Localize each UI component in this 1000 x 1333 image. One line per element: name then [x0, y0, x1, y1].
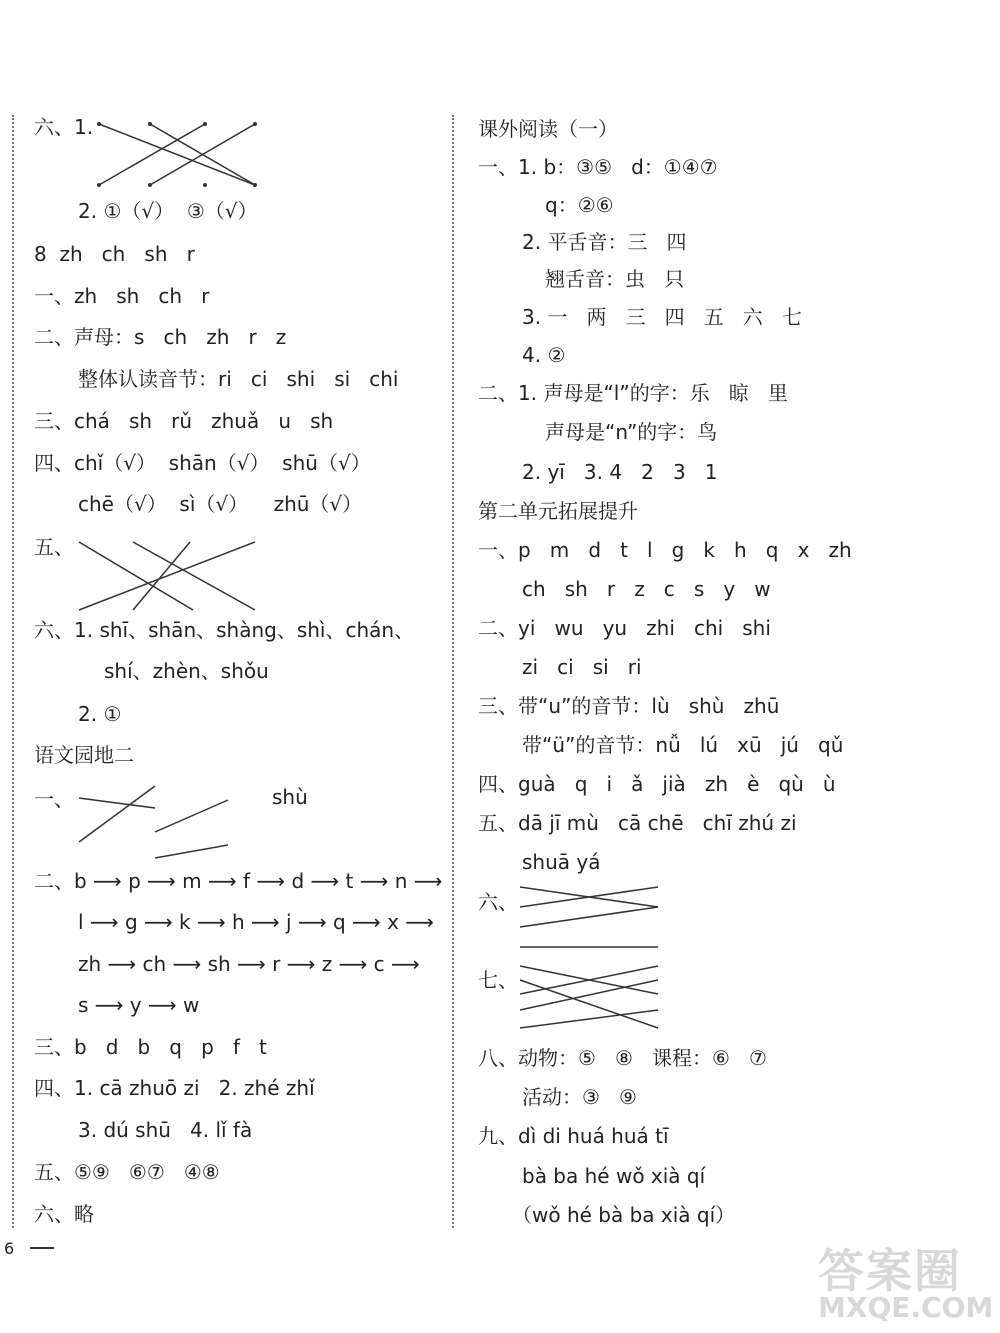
section-title-unit2: 第二单元拓展提升	[478, 499, 638, 523]
page-number-dash	[30, 1247, 54, 1249]
right-line-25: 九、dì di huá huá tī	[478, 1124, 669, 1148]
right-line-16: 三、带“u”的音节：lù shù zhū	[478, 694, 780, 718]
right-line-14: 二、yi wu yu zhi chi shi	[478, 616, 771, 640]
left-line-24: 六、略	[34, 1202, 94, 1226]
right-line-18: 四、guà q i ǎ jià zh è qù ù	[478, 772, 836, 796]
right-line-15: zi ci si ri	[522, 655, 642, 679]
right-line-09: 声母是“n”的字：鸟	[545, 420, 718, 444]
right-line-19: 五、dā jī mù cā chē chī zhú zi	[478, 811, 797, 835]
right-line-23: 八、动物：⑤ ⑧ 课程：⑥ ⑦	[478, 1046, 767, 1070]
right-line-21: 六、	[478, 890, 518, 914]
left-line-07: 三、chá sh rǔ zhuǎ u sh	[34, 409, 334, 433]
left-line-11: 六、1. shī、shān、shàng、shì、chán、	[34, 618, 415, 642]
matching-lines-4	[518, 883, 663, 951]
page-number: 6	[4, 1239, 15, 1258]
right-line-26: bà ba hé wǒ xià qí	[522, 1164, 706, 1188]
left-line-19: s ⟶ y ⟶ w	[78, 993, 200, 1017]
right-line-17: 带“ü”的音节：nǚ lú xū jú qǔ	[522, 733, 844, 757]
left-line-12: shí、zhèn、shǒu	[104, 659, 269, 683]
right-line-22: 七、	[478, 968, 518, 992]
left-line-06: 整体认读音节：ri ci shi si chi	[78, 367, 399, 391]
left-line-21: 四、1. cā zhuō zi 2. zhé zhǐ	[34, 1076, 315, 1100]
right-line-24: 活动：③ ⑨	[522, 1085, 637, 1109]
watermark-top: 答案圈	[818, 1244, 962, 1298]
right-line-05: 翘舌音：虫 只	[545, 267, 685, 291]
left-line-22: 3. dú shū 4. lǐ fà	[78, 1118, 253, 1142]
matching-lines-2	[75, 538, 260, 616]
column-separator	[452, 115, 454, 1228]
right-line-07: 4. ②	[522, 343, 566, 367]
left-line-05: 二、声母：s ch zh r z	[34, 325, 287, 349]
right-line-02: 一、1. b：③⑤ d：①④⑦	[478, 155, 718, 179]
left-line-15b: shù	[272, 785, 308, 809]
left-line-04: 一、zh sh ch r	[34, 284, 210, 308]
matching-lines-1	[95, 120, 260, 190]
right-line-06: 3. 一 两 三 四 五 六 七	[522, 305, 802, 329]
left-line-03: 8 zh ch sh r	[34, 242, 195, 266]
left-line-01: 六、1.	[34, 115, 94, 139]
right-line-13: ch sh r z c s y w	[522, 577, 771, 601]
left-line-23: 五、⑤⑨ ⑥⑦ ④⑧	[34, 1160, 220, 1184]
right-line-12: 一、p m d t l g k h q x zh	[478, 538, 852, 562]
matching-lines-3	[75, 782, 235, 862]
matching-lines-5	[518, 962, 663, 1034]
left-line-20: 三、b d b q p f t	[34, 1035, 267, 1059]
left-line-08: 四、chǐ（√） shān（√） shū（√）	[34, 451, 371, 475]
left-line-02: 2. ①（√） ③（√）	[78, 199, 258, 223]
left-line-16: 二、b ⟶ p ⟶ m ⟶ f ⟶ d ⟶ t ⟶ n ⟶	[34, 869, 443, 893]
left-line-15: 一、	[34, 787, 74, 811]
watermark-bottom: MXQE.COM	[818, 1291, 994, 1324]
left-margin-dots	[12, 115, 14, 1228]
section-title-reading: 课外阅读（一）	[478, 117, 618, 141]
left-line-09: chē（√） sì（√） zhū（√）	[78, 492, 363, 516]
right-line-27: （wǒ hé bà ba xià qí）	[512, 1203, 736, 1227]
right-line-04: 2. 平舌音：三 四	[522, 230, 687, 254]
left-line-13: 2. ①	[78, 702, 122, 726]
left-line-17: l ⟶ g ⟶ k ⟶ h ⟶ j ⟶ q ⟶ x ⟶	[78, 910, 434, 934]
section-title-yuwen: 语文园地二	[34, 743, 134, 767]
right-line-08: 二、1. 声母是“l”的字：乐 晾 里	[478, 381, 788, 405]
right-line-10: 2. yī 3. 4 2 3 1	[522, 460, 718, 484]
watermark	[818, 1235, 994, 1325]
left-line-18: zh ⟶ ch ⟶ sh ⟶ r ⟶ z ⟶ c ⟶	[78, 952, 420, 976]
right-line-20: shuā yá	[522, 850, 601, 874]
left-line-10: 五、	[34, 535, 74, 559]
right-line-03: q：②⑥	[545, 193, 614, 217]
